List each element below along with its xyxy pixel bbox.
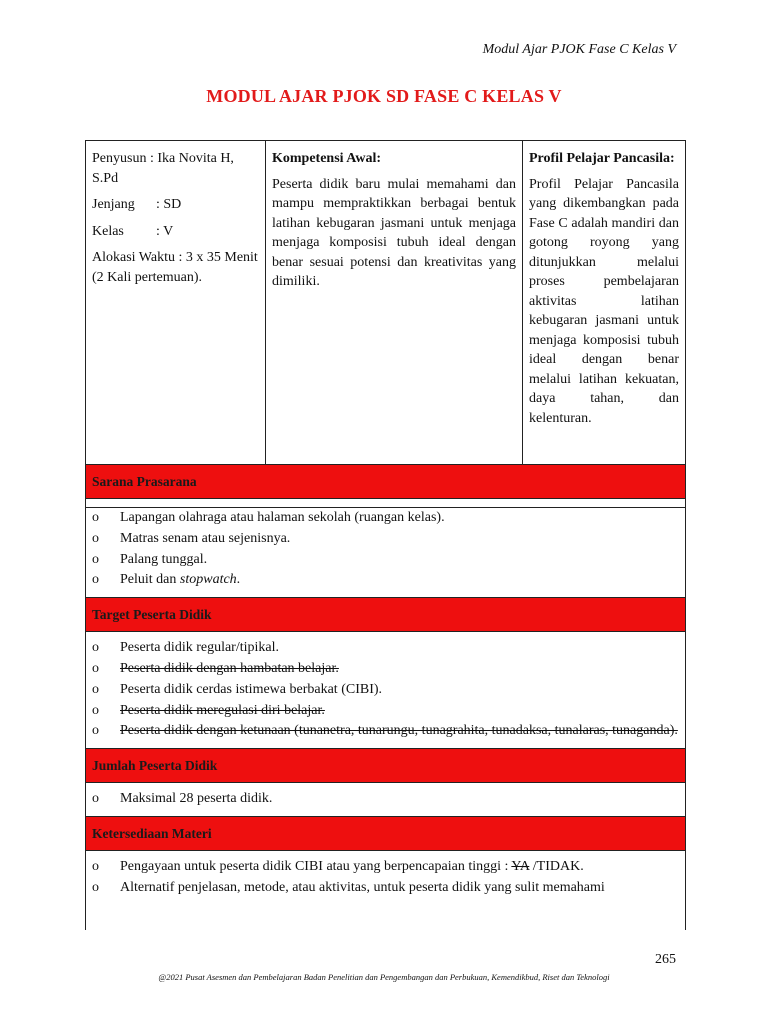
copyright-footer: @2021 Pusat Asesmen dan Pembelajaran Badan Penelitian dan Pengembangan dan Perbukuan, Kemendikbud, Riset dan Teknologi xyxy=(158,972,610,982)
bullet-icon: o xyxy=(92,858,99,874)
jumlah-list-block xyxy=(86,783,685,817)
list-item: o Alternatif penjelasan, metode, atau aktivitas, untuk peserta didik yang sulit memahami xyxy=(90,878,679,899)
bullet-icon: o xyxy=(92,702,99,718)
jenjang-label: Jenjang xyxy=(92,197,135,212)
author-text: Penyusun : Ika Novita H, S.Pd xyxy=(92,151,234,186)
info-row xyxy=(86,141,685,465)
section-jumlah-peserta-didik: Jumlah Peserta Didik xyxy=(86,749,685,783)
identity-column xyxy=(86,141,266,464)
kelas-value: : V xyxy=(156,223,174,239)
bullet-icon: o xyxy=(92,723,99,739)
kompetensi-column xyxy=(266,141,523,464)
list-item: o Peserta didik dengan ketunaan (tunanetra, tunarungu, tunagrahita, tunadaksa, tunalaras, tunaganda). xyxy=(90,721,679,742)
jenjang-value: : SD xyxy=(156,197,182,212)
sarana-list xyxy=(90,508,679,591)
kompetensi-heading: Kompetensi Awal: xyxy=(272,151,382,166)
bullet-icon: o xyxy=(92,640,99,656)
profil-text: Profil Pelajar Pancasila yang dikembangkan pada Fase C adalah mandiri dan gotong royong yang ditunjukkan melalui proses pembelajaran aktivitas latihan kebugaran jasmani untuk menjaga komposisi tubuh ideal dengan benar melalui latihan kekuatan, daya tahan, dan kelenturan. xyxy=(529,176,679,426)
list-item: o Matras senam atau sejenisnya. xyxy=(90,529,679,550)
ketersediaan-list xyxy=(90,857,679,899)
kompetensi-text: Peserta didik baru mulai memahami dan mampu mempraktikkan berbagai bentuk latihan kebugaran jasmani untuk menjaga menjaga komposisi tubuh ideal dengan benar sesuai potensi dan kreativitas yang dimiliki. xyxy=(272,176,516,289)
list-item: o Peserta didik regular/tipikal. xyxy=(90,638,679,659)
running-header: Modul Ajar PJOK Fase C Kelas V xyxy=(482,42,676,57)
list-item: o Pengayaan untuk peserta didik CIBI atau yang berpencapaian tinggi : YA /TIDAK. xyxy=(90,857,679,878)
profil-heading: Profil Pelajar Pancasila: xyxy=(529,151,675,166)
list-item: o Palang tunggal. xyxy=(90,550,679,571)
target-list xyxy=(90,638,679,742)
list-item-struck: o Peserta didik dengan hambatan belajar. xyxy=(90,659,679,680)
bullet-icon: o xyxy=(92,572,99,588)
bullet-icon: o xyxy=(92,681,99,697)
module-table xyxy=(85,140,686,930)
bullet-icon: o xyxy=(92,791,99,807)
section-ketersediaan-materi: Ketersediaan Materi xyxy=(86,817,685,851)
profil-column xyxy=(523,141,685,464)
bullet-icon: o xyxy=(92,510,99,525)
list-item: o Peluit dan stopwatch. xyxy=(90,570,679,591)
document-title: MODUL AJAR PJOK SD FASE C KELAS V xyxy=(206,86,562,106)
bullet-icon: o xyxy=(92,551,99,567)
bullet-icon: o xyxy=(92,879,99,895)
ketersediaan-list-block xyxy=(86,851,685,905)
bullet-icon: o xyxy=(92,530,99,546)
list-item: o Peserta didik cerdas istimewa berbakat (CIBI). xyxy=(90,680,679,701)
section-target-peserta-didik: Target Peserta Didik xyxy=(86,598,685,632)
target-list-block xyxy=(86,632,685,749)
jumlah-list xyxy=(90,789,679,810)
list-item: o Lapangan olahraga atau halaman sekolah (ruangan kelas). xyxy=(90,508,679,529)
sarana-list-block xyxy=(86,507,685,598)
alokasi-text: Alokasi Waktu : 3 x 35 Menit (2 Kali pertemuan). xyxy=(92,250,258,285)
kelas-row xyxy=(92,222,259,242)
list-item-struck: o Peserta didik meregulasi diri belajar. xyxy=(90,701,679,722)
jenjang-row xyxy=(92,195,259,215)
kelas-label: Kelas xyxy=(92,223,124,239)
section-sarana-prasarana: Sarana Prasarana xyxy=(86,465,685,499)
page-number: 265 xyxy=(655,952,676,967)
bullet-icon: o xyxy=(92,660,99,676)
list-item: o Maksimal 28 peserta didik. xyxy=(90,789,679,810)
